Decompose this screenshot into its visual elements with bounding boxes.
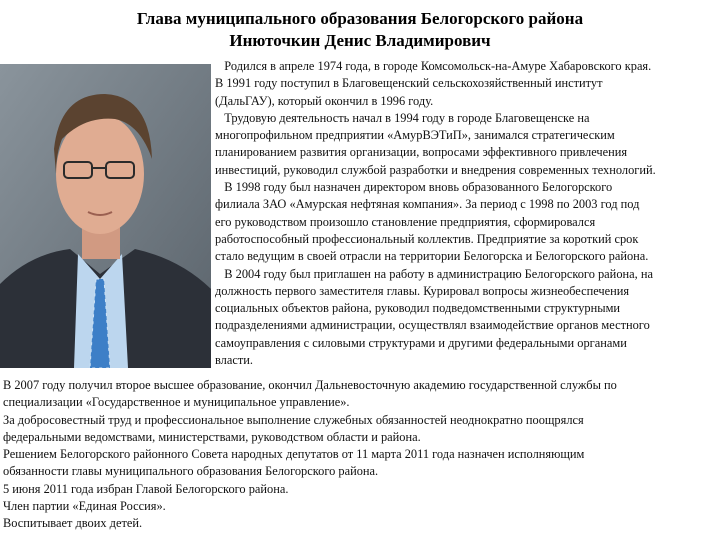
biography-bottom-block [3, 377, 715, 533]
title-line-1: Глава муниципального образования Белогорского района [136, 9, 584, 28]
bio-line: Трудовую деятельность начал в 1994 году в городе Благовещенске на [215, 110, 590, 125]
bio-line: В 2007 году получил второе высшее образование, окончил Дальневосточную академию государственной службы по [3, 378, 617, 392]
bio-line: В 1998 году был назначен директором вновь образованного Белогорского [215, 180, 613, 195]
bio-line: специализации «Государственное и муниципальное управление». [3, 395, 350, 410]
bio-line: Решением Белогорского районного Совета народных депутатов от 11 марта 2011 года назначен исполняющим [3, 447, 585, 462]
bio-line: самоуправления с силовыми структурами и другими федеральными органами [215, 335, 627, 350]
bio-line: работоспособный профессиональный коллектив. Предприятие за короткий срок [215, 231, 639, 246]
bio-line: инвестиций, руководил службой разработки и внедрения современных технологий. [215, 162, 656, 177]
bio-line: Член партии «Единая Россия». [3, 499, 166, 514]
bio-line: федеральными ведомствами, министерствами, руководством области и района. [3, 429, 421, 444]
bio-line: Родился в апреле 1974 года, в городе Комсомольск-на-Амуре Хабаровского края. [215, 59, 652, 73]
bio-line: его руководством произошло становление предприятия, сформировался [215, 214, 596, 229]
bio-line: 5 июня 2011 года избран Главой Белогорского района. [3, 481, 289, 496]
bio-line: обязанности главы муниципального образования Белогорского района. [3, 464, 379, 479]
title-line-2: Инюточкин Денис Владимирович [229, 31, 491, 50]
biography-right-column [215, 58, 715, 369]
bio-line: подразделениями администрации, осуществлял взаимодействие органов местного [215, 318, 650, 333]
bio-line: власти. [215, 353, 254, 368]
bio-line: филиала ЗАО «Амурская нефтяная компания». За период с 1998 по 2003 год под [215, 197, 640, 212]
page-title [0, 8, 720, 52]
bio-line: Воспитывает двоих детей. [3, 516, 143, 531]
bio-line: планированием развития организации, вопросами эффективного привлечения [215, 145, 628, 160]
portrait-photo [0, 64, 211, 368]
bio-line: За добросовестный труд и профессиональное выполнение служебных обязанностей неоднократно поощрялся [3, 412, 584, 427]
bio-line: стало ведущим в своей отрасли на территории Белогорска и Белогорского района. [215, 249, 649, 264]
bio-line: (ДальГАУ), который окончил в 1996 году. [215, 93, 434, 108]
bio-line: В 1991 году поступил в Благовещенский сельскохозяйственный институт [215, 76, 603, 91]
bio-line: В 2004 году был приглашен на работу в администрацию Белогорского района, на [215, 266, 653, 281]
bio-line: должность первого заместителя главы. Курировал вопросы жизнеобеспечения [215, 283, 630, 298]
bio-line: социальных объектов района, руководил подведомственными структурными [215, 301, 621, 316]
bio-line: многопрофильном предприятии «АмурВЭТиП», занимался стратегическим [215, 128, 615, 143]
